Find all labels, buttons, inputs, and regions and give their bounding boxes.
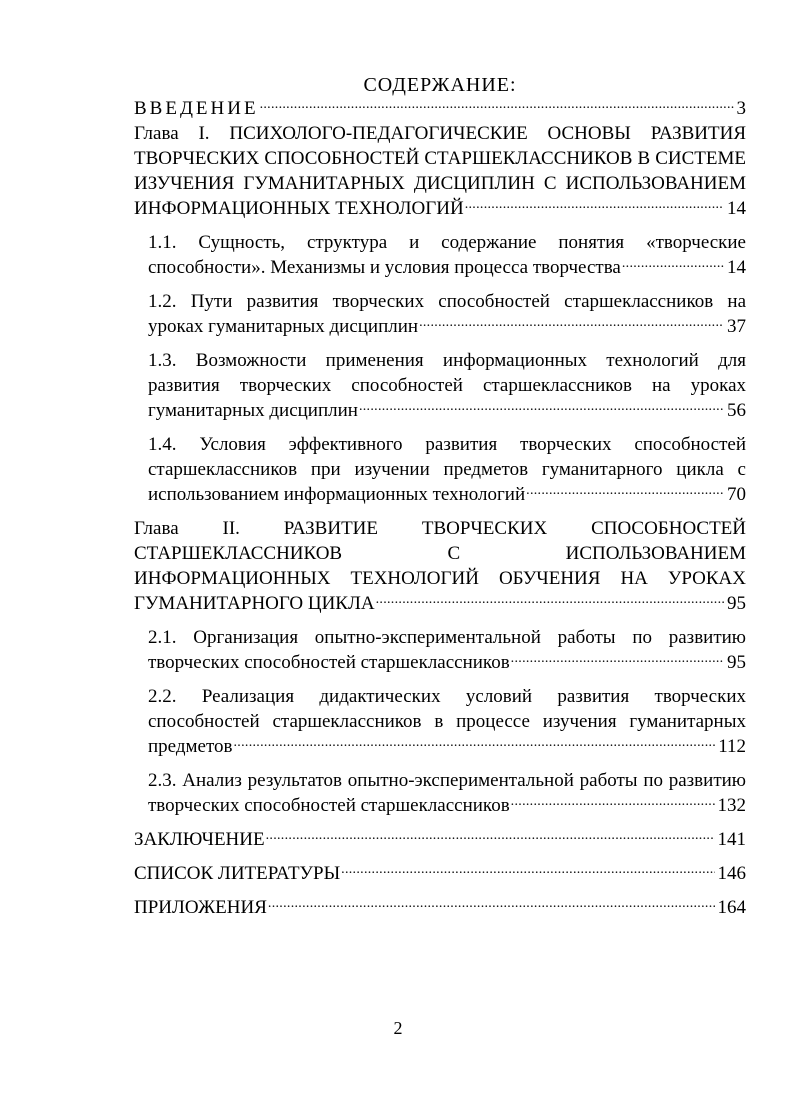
dot-leader (465, 198, 724, 214)
toc-entry-leader-line (148, 398, 746, 423)
toc-entry[interactable] (148, 684, 746, 759)
dot-leader (622, 257, 724, 273)
dot-leader (234, 736, 716, 752)
toc-entry-line: 1.1. Сущность, структура и содержание понятия «творческие (148, 232, 746, 253)
toc-entry-page: 14 (727, 198, 746, 219)
toc-entry-page: 14 (727, 257, 746, 278)
toc-entry-title: творческих способностей старшеклассников (148, 652, 510, 673)
toc-entry-leader-line (134, 895, 746, 920)
toc-entry-title: использованием информационных технологий (148, 484, 526, 505)
toc-entry-line: 1.4. Условия эффективного развития творческих способностей (148, 434, 746, 455)
toc-entry-page: 70 (727, 484, 746, 505)
dot-leader (260, 98, 734, 114)
toc-entry-leader-line (134, 827, 746, 852)
toc-entry-leader-line (148, 255, 746, 280)
toc-entry-page: 56 (727, 400, 746, 421)
toc-entry-line: 2.3. Анализ результатов опытно-экспериментальной работы по развитию (148, 770, 746, 791)
toc-entry-title: уроках гуманитарных дисциплин (148, 316, 419, 337)
toc-entry[interactable] (134, 861, 746, 886)
toc-entry-leader-line (134, 591, 746, 616)
toc-entry[interactable] (148, 432, 746, 507)
dot-leader (511, 652, 724, 668)
toc-entry-line: способностей старшеклассников в процессе изучения гуманитарных (148, 711, 746, 732)
toc-entry-title: ИНФОРМАЦИОННЫХ ТЕХНОЛОГИЙ (134, 198, 464, 219)
toc-entry-line: 1.2. Пути развития творческих способностей старшеклассников на (148, 291, 746, 312)
toc-entry-page: 3 (736, 98, 746, 119)
page-number: 2 (393, 1018, 403, 1038)
toc-entry-leader-line (148, 734, 746, 759)
dot-leader (341, 863, 714, 879)
dot-leader (266, 829, 715, 845)
toc-entry-line: ИЗУЧЕНИЯ ГУМАНИТАРНЫХ ДИСЦИПЛИН С ИСПОЛЬЗОВАНИЕМ (134, 173, 746, 194)
toc-entry-page: 95 (727, 593, 746, 614)
toc-entry-line: ИНФОРМАЦИОННЫХ ТЕХНОЛОГИЙ ОБУЧЕНИЯ НА УРОКАХ (134, 568, 746, 589)
toc-entry-page: 37 (727, 316, 746, 337)
toc-entry-title: ЗАКЛЮЧЕНИЕ (134, 829, 265, 850)
toc-entry-title: ВВЕДЕНИЕ (134, 98, 259, 119)
dot-leader (376, 593, 724, 609)
toc-entry-page: 146 (717, 863, 746, 884)
toc-entry-leader-line (148, 482, 746, 507)
toc-entry-title: ПРИЛОЖЕНИЯ (134, 897, 267, 918)
toc-entry-page: 132 (717, 795, 746, 816)
dot-leader (526, 484, 724, 500)
toc-entry-title: ГУМАНИТАРНОГО ЦИКЛА (134, 593, 375, 614)
toc-entry-page: 95 (727, 652, 746, 673)
toc-entry-title: предметов (148, 736, 233, 757)
toc-entry-leader-line (148, 793, 746, 818)
toc-entry-title: гуманитарных дисциплин (148, 400, 358, 421)
toc-entry[interactable] (134, 827, 746, 852)
dot-leader (268, 897, 715, 913)
toc-entry-line: Глава I. ПСИХОЛОГО-ПЕДАГОГИЧЕСКИЕ ОСНОВЫ РАЗВИТИЯ (134, 123, 746, 144)
toc-entry-page: 164 (717, 897, 746, 918)
toc-entry-title: СПИСОК ЛИТЕРАТУРЫ (134, 863, 341, 884)
table-of-contents (134, 96, 746, 920)
toc-entry-title: способности». Механизмы и условия процесса творчества (148, 257, 621, 278)
toc-entry-page: 141 (717, 829, 746, 850)
toc-entry-line: 1.3. Возможности применения информационных технологий для (148, 350, 746, 371)
toc-entry-leader-line (148, 314, 746, 339)
toc-entry-line: старшеклассников при изучении предметов гуманитарного цикла с (148, 459, 746, 480)
toc-entry[interactable] (148, 289, 746, 339)
toc-entry-page: 112 (718, 736, 746, 757)
dot-leader (511, 795, 715, 811)
toc-entry-leader-line (134, 861, 746, 886)
toc-entry[interactable] (134, 895, 746, 920)
toc-title: СОДЕРЖАНИЕ: (363, 74, 517, 96)
toc-entry[interactable] (148, 348, 746, 423)
dot-leader (419, 316, 724, 332)
toc-entry[interactable] (134, 96, 746, 121)
dot-leader (359, 400, 724, 416)
toc-entry-leader-line (148, 650, 746, 675)
toc-entry[interactable] (148, 625, 746, 675)
toc-entry-line: Глава II. РАЗВИТИЕ ТВОРЧЕСКИХ СПОСОБНОСТЕЙ (134, 518, 746, 539)
toc-entry[interactable] (148, 768, 746, 818)
toc-entry[interactable] (134, 516, 746, 616)
toc-entry-line: развития творческих способностей старшеклассников на уроках (148, 375, 746, 396)
toc-entry-line: СТАРШЕКЛАССНИКОВ С ИСПОЛЬЗОВАНИЕМ (134, 543, 746, 564)
toc-entry-line: 2.2. Реализация дидактических условий развития творческих (148, 686, 746, 707)
toc-entry[interactable] (134, 121, 746, 221)
toc-entry-leader-line (134, 196, 746, 221)
toc-entry-line: 2.1. Организация опытно-экспериментальной работы по развитию (148, 627, 746, 648)
toc-entry-title: творческих способностей старшеклассников (148, 795, 510, 816)
toc-entry-leader-line (134, 96, 746, 121)
toc-entry[interactable] (148, 230, 746, 280)
toc-entry-line: ТВОРЧЕСКИХ СПОСОБНОСТЕЙ СТАРШЕКЛАССНИКОВ В СИСТЕМЕ (134, 148, 746, 169)
